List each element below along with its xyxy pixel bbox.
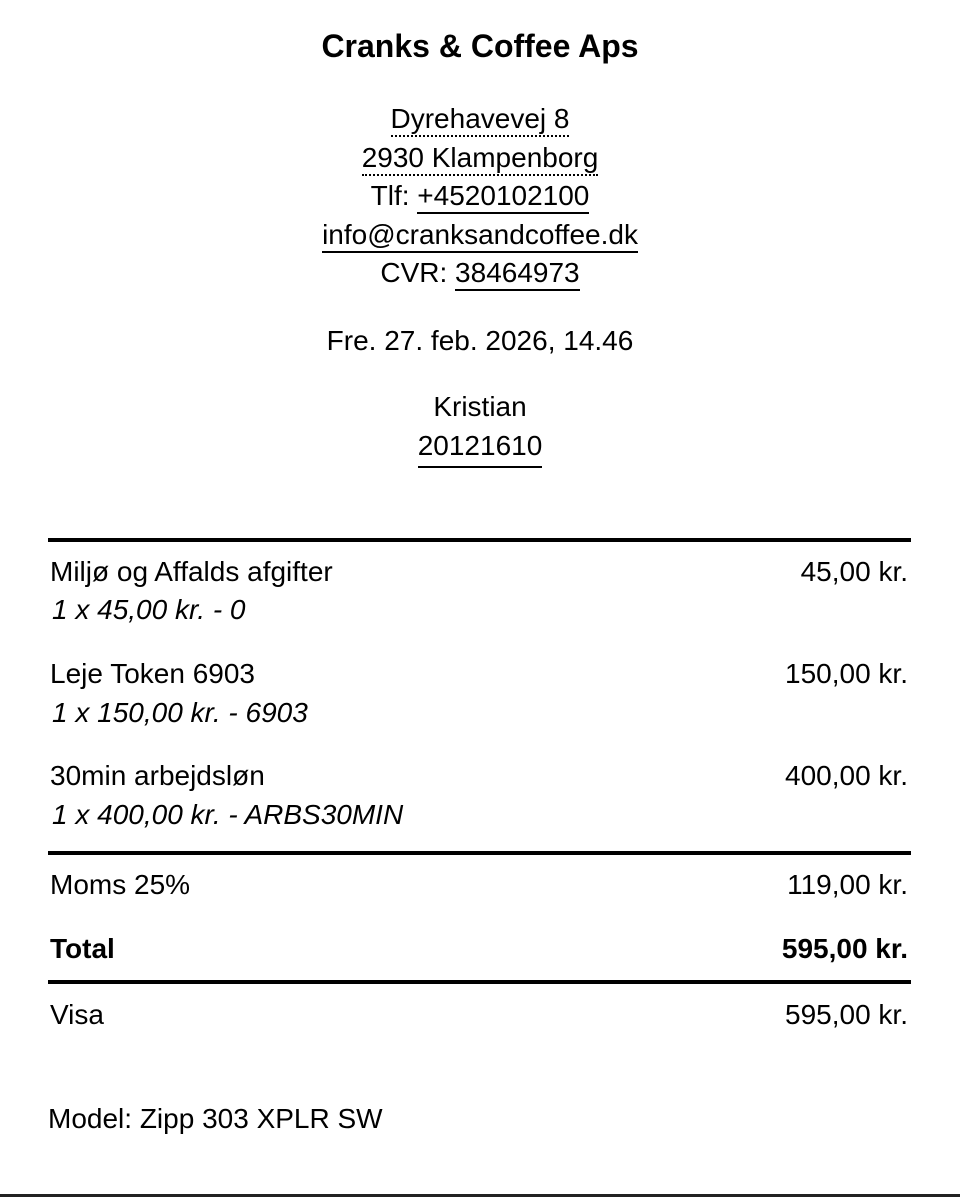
payment-row [50, 996, 908, 1034]
cvr-link[interactable]: 38464973 [455, 257, 580, 291]
total-amount: 595,00 kr. [781, 933, 908, 964]
item-detail: 1 x 150,00 kr. - 6903 [52, 697, 308, 728]
item-row [50, 757, 908, 795]
shop-name: Cranks & Coffee Aps [321, 28, 639, 64]
city-line [0, 139, 960, 178]
total-row [50, 930, 908, 968]
item-name: 30min arbejdsløn [50, 760, 265, 791]
email-line [0, 216, 960, 255]
divider-subtotal [48, 851, 911, 855]
item-amount: 150,00 kr. [785, 658, 908, 689]
street-address[interactable]: Dyrehavevej 8 [391, 103, 570, 137]
total-label: Total [50, 933, 115, 964]
staff-name: Kristian [433, 391, 527, 422]
item-name: Miljø og Affalds afgifter [50, 556, 333, 587]
cvr-line [0, 254, 960, 293]
divider-total [48, 980, 911, 984]
item-detail: 1 x 400,00 kr. - ARBS30MIN [52, 799, 404, 830]
staff-id-link[interactable]: 20121610 [418, 427, 543, 469]
phone-link[interactable]: +4520102100 [417, 180, 589, 214]
email-link[interactable]: info@cranksandcoffee.dk [322, 219, 638, 253]
item-row [50, 655, 908, 693]
divider-top [48, 538, 911, 542]
vat-label: Moms 25% [50, 869, 191, 900]
item-row [50, 553, 908, 591]
item-amount: 45,00 kr. [800, 556, 908, 587]
item-detail: 1 x 45,00 kr. - 0 [52, 594, 246, 625]
phone-label: Tlf: [370, 180, 418, 211]
city-address[interactable]: 2930 Klampenborg [362, 142, 599, 176]
receipt-datetime: Fre. 27. feb. 2026, 14.46 [326, 325, 634, 356]
vat-amount: 119,00 kr. [787, 869, 908, 900]
cvr-label: CVR: [380, 257, 456, 288]
shop-address-block [0, 100, 960, 293]
item-name: Leje Token 6903 [50, 658, 255, 689]
payment-method: Visa [50, 999, 104, 1030]
phone-line [0, 177, 960, 216]
vat-row [50, 866, 908, 904]
staff-block [0, 388, 960, 468]
payment-amount: 595,00 kr. [785, 999, 908, 1030]
street-line [0, 100, 960, 139]
item-amount: 400,00 kr. [785, 760, 908, 791]
model-note: Model: Zipp 303 XPLR SW [48, 1103, 383, 1134]
